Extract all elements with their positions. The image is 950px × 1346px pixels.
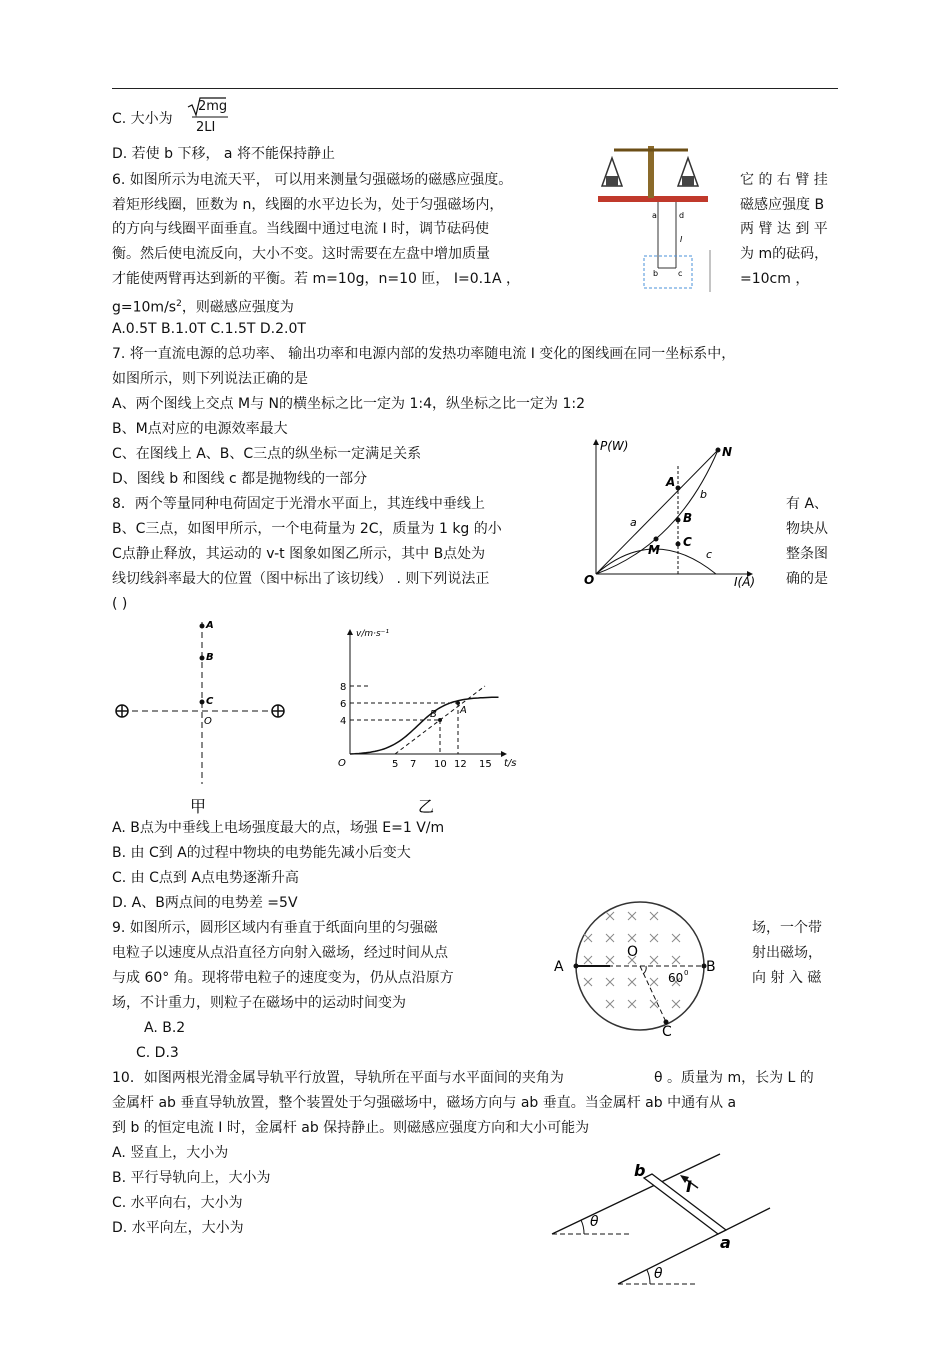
q9-magnetic-circle-figure (550, 898, 730, 1042)
point-A (676, 486, 681, 491)
q7-line1: 7. 将一直流电源的总功率、 输出功率和电源内部的发热功率随电流 I 变化的图线画在同一坐标系中， (112, 346, 736, 362)
label-M: M (648, 543, 660, 557)
cross-mark-12 (672, 956, 680, 964)
figure-label-jia: 甲 (190, 797, 207, 816)
q6-g-sup: 2 (176, 299, 182, 309)
tick-label-4: 4 (340, 716, 347, 727)
q6-line6 (112, 295, 294, 317)
q7-option-d: D、图线 b 和图线 c 都是抛物线的一部分 (112, 471, 368, 487)
cross-mark-9 (606, 956, 614, 964)
cross-mark-18 (606, 1000, 614, 1008)
coil-label-a: a (652, 211, 657, 220)
label-C: C (206, 696, 214, 707)
label-N: N (722, 445, 733, 459)
q5-frac-den: 2LI (196, 120, 216, 135)
q8-line1-right: 有 A、 (786, 496, 829, 512)
q5-option-d: D. 若使 b 下移， a 将不能保持静止 (112, 146, 335, 162)
cross-mark-13 (584, 978, 592, 986)
q6-line4-right: 为 m的砝码， (740, 246, 829, 262)
tick-label-7: 7 (410, 759, 417, 770)
tick-label-5: 5 (392, 759, 399, 770)
coil-label-b: b (653, 269, 659, 278)
label-a: a (720, 1233, 731, 1252)
x-axis-label: I(A) (734, 575, 756, 589)
cross-mark-3 (584, 934, 592, 942)
magnetic-field-region (644, 256, 692, 288)
balance-pillar (648, 146, 654, 198)
q6-line1: 6. 如图所示为电流天平， 可以用来测量匀强磁场的磁感应强度。 (112, 172, 513, 188)
label-O: O (204, 716, 212, 727)
q5-frac-num: 2mg (198, 99, 228, 114)
point-A (200, 624, 205, 629)
t-axis-label: t/s (504, 758, 517, 769)
q9-line2-right: 射出磁场， (752, 945, 822, 961)
curve-label-c: c (706, 548, 713, 561)
cross-mark-21 (672, 1000, 680, 1008)
cross-mark-16 (650, 978, 658, 986)
cross-mark-15 (628, 978, 636, 986)
vt-curve (350, 697, 499, 754)
field-into-page-marks (584, 912, 680, 1008)
q7-option-b: B、M点对应的电源效率最大 (112, 421, 288, 437)
v-axis-label: v/m·s⁻¹ (356, 629, 390, 639)
tick-label-15: 15 (479, 759, 492, 770)
q8-line3: C点静止释放，其运动的 v-t 图象如图乙所示，其中 B点处为 (112, 546, 486, 562)
point-C (676, 542, 681, 547)
q7-power-current-graph (582, 434, 772, 590)
q5-option-c: C. 大小为 (112, 111, 173, 127)
q8-line1: 8．两个等量同种电荷固定于光滑水平面上，其连线中垂线上 (112, 496, 485, 512)
point-M (654, 537, 659, 542)
q9-options-cd: C. D.3 (136, 1045, 179, 1061)
q8-line2: B、C三点，如图甲所示，一个电荷量为 2C，质量为 1 kg 的小 (112, 521, 502, 537)
label-theta-upper: θ (590, 1214, 599, 1230)
point-C (200, 700, 205, 705)
q8-option-d: D. A、B两点间的电势差 =5V (112, 895, 298, 911)
cross-mark-8 (584, 956, 592, 964)
q9-line1-right: 场，一个带 (752, 920, 822, 936)
q8-option-c: C. 由 C点到 A点电势逐渐升高 (112, 870, 299, 886)
cross-mark-19 (628, 1000, 636, 1008)
origin-label: O (338, 758, 346, 769)
label-theta-lower: θ (654, 1266, 663, 1282)
q8-figure-yi-vt-graph (336, 620, 536, 816)
origin-label: O (584, 573, 595, 587)
angle-arc (643, 966, 646, 974)
q8-line2-right: 物块从 (786, 521, 828, 537)
q9-line3: 与成 60° 角。现将带电粒子的速度变为，仍从点沿原方 (112, 970, 454, 986)
label-A: A (666, 475, 676, 489)
q9-line4: 场，不计重力，则粒子在磁场中的运动时间变为 (112, 995, 406, 1011)
cross-mark-14 (606, 978, 614, 986)
label-B: B (683, 511, 693, 525)
q6-line2: 着矩形线圈，匝数为 n，线圈的水平边长为，处于匀强磁场内， (112, 197, 504, 213)
label-C: C (683, 535, 692, 549)
label-A: A (554, 959, 564, 975)
cross-mark-6 (650, 934, 658, 942)
q6-current-balance-figure (592, 138, 722, 298)
label-B: B (430, 709, 437, 720)
tick-label-12: 12 (454, 759, 467, 770)
right-weight (682, 176, 694, 186)
q6-options: A.0.5T B.1.0T C.1.5T D.2.0T (112, 321, 306, 337)
q10-line1: 10．如图两根光滑金属导轨平行放置，导轨所在平面与水平面间的夹角为 (112, 1070, 564, 1086)
point-B (200, 656, 205, 661)
point-A (574, 964, 579, 969)
cross-mark-0 (606, 912, 614, 920)
coil-label-d: d (679, 211, 685, 220)
cross-mark-2 (650, 912, 658, 920)
label-B: B (706, 959, 716, 975)
point-N (716, 448, 721, 453)
q7-option-a: A、两个图线上交点 M与 N的横坐标之比一定为 1:4，纵坐标之比一定为 1:2 (112, 396, 585, 412)
q8-line3-right: 整条图 (786, 546, 828, 562)
coil-label-c: c (678, 269, 683, 278)
y-axis-label: P(W) (600, 439, 629, 453)
curve-label-b: b (700, 488, 707, 501)
q9-line3-right: 向 射 入 磁 (752, 970, 822, 986)
q7-line2: 如图所示，则下列说法正确的是 (112, 371, 308, 387)
coil-label-current: I (680, 235, 683, 244)
q8-line4: 线切线斜率最大的位置（图中标出了该切线） . 则下列说法正 (112, 571, 490, 587)
q10-option-d: D. 水平向左，大小为 (112, 1220, 244, 1236)
curve-label-a: a (630, 516, 637, 529)
q10-line1-right: θ 。质量为 m，长为 L 的 (654, 1070, 814, 1086)
angle-label: 60 (668, 971, 684, 985)
q6-g-value: g=10m/s (112, 299, 177, 316)
q10-option-c: C. 水平向右，大小为 (112, 1195, 243, 1211)
q6-line6-tail: ，则磁感应强度为 (181, 299, 294, 316)
q6-line5-right: =10cm ， (740, 271, 810, 287)
cross-mark-1 (628, 912, 636, 920)
q9-line2: 电粒子以速度从点沿直径方向射入磁场，经过时间从点 (112, 945, 448, 961)
q8-line4-right: 确的是 (786, 571, 828, 587)
label-I: I (686, 1177, 692, 1196)
q7-option-c: C、在图线上 A、B、C三点的纵坐标一定满足关系 (112, 446, 422, 462)
label-B: B (206, 652, 214, 663)
q6-line4: 衡。然后使电流反向，大小不变。这时需要在左盘中增加质量 (112, 246, 490, 262)
q6-line1-right: 它 的 右 臂 挂 (740, 172, 828, 188)
angle-arc-upper (581, 1220, 584, 1234)
cross-mark-5 (628, 934, 636, 942)
tick-label-10: 10 (434, 759, 447, 770)
q6-line3: 的方向与线圈平面垂直。当线圈中通过电流 I 时，调节砝码使 (112, 221, 490, 237)
cross-mark-20 (650, 1000, 658, 1008)
q10-option-a: A. 竖直上，大小为 (112, 1145, 229, 1161)
figure-label-yi: 乙 (418, 797, 435, 816)
q10-option-b: B. 平行导轨向上，大小为 (112, 1170, 271, 1186)
label-C: C (662, 1024, 672, 1040)
label-A: A (206, 620, 214, 631)
q8-option-a: A. B点为中垂线上电场强度最大的点，场强 E=1 V/m (112, 820, 445, 836)
q8-option-b: B. 由 C到 A的过程中物块的电势能先减小后变大 (112, 845, 411, 861)
q6-line2-right: 磁感应强度 B (740, 197, 825, 213)
angle-degree-mark: 0 (684, 969, 689, 977)
q9-options-ab: A. B.2 (144, 1020, 186, 1036)
label-b: b (634, 1161, 646, 1180)
label-A: A (460, 705, 467, 716)
q10-line2: 金属杆 ab 垂直导轨放置，整个装置处于匀强磁场中，磁场方向与 ab 垂直。当金属杆 ab 中通有从 a (112, 1095, 737, 1111)
tick-label-6: 6 (340, 699, 347, 710)
cross-mark-7 (672, 934, 680, 942)
cross-mark-11 (650, 956, 658, 964)
point-B (676, 518, 681, 523)
lower-rail (618, 1208, 770, 1284)
label-O: O (627, 944, 639, 960)
q10-line3: 到 b 的恒定电流 I 时，金属杆 ab 保持静止。则磁感应强度方向和大小可能为 (112, 1120, 590, 1136)
q6-line3-right: 两 臂 达 到 平 (740, 221, 828, 237)
q6-line5: 才能使两臂再达到新的平衡。若 m=10g，n=10 匝， I=0.1A ， (112, 271, 520, 287)
q10-inclined-rails-figure (548, 1150, 778, 1290)
angle-arc-lower (647, 1270, 650, 1284)
cross-mark-4 (606, 934, 614, 942)
radius-OC (640, 966, 666, 1022)
q9-line1: 9. 如图所示，圆形区域内有垂直于纸面向里的匀强磁 (112, 920, 438, 936)
q8-line5: ( ) (112, 596, 128, 612)
left-weight (606, 176, 618, 186)
q8-figure-jia (110, 616, 300, 816)
header-rule (112, 88, 838, 89)
tick-label-8: 8 (340, 682, 347, 693)
